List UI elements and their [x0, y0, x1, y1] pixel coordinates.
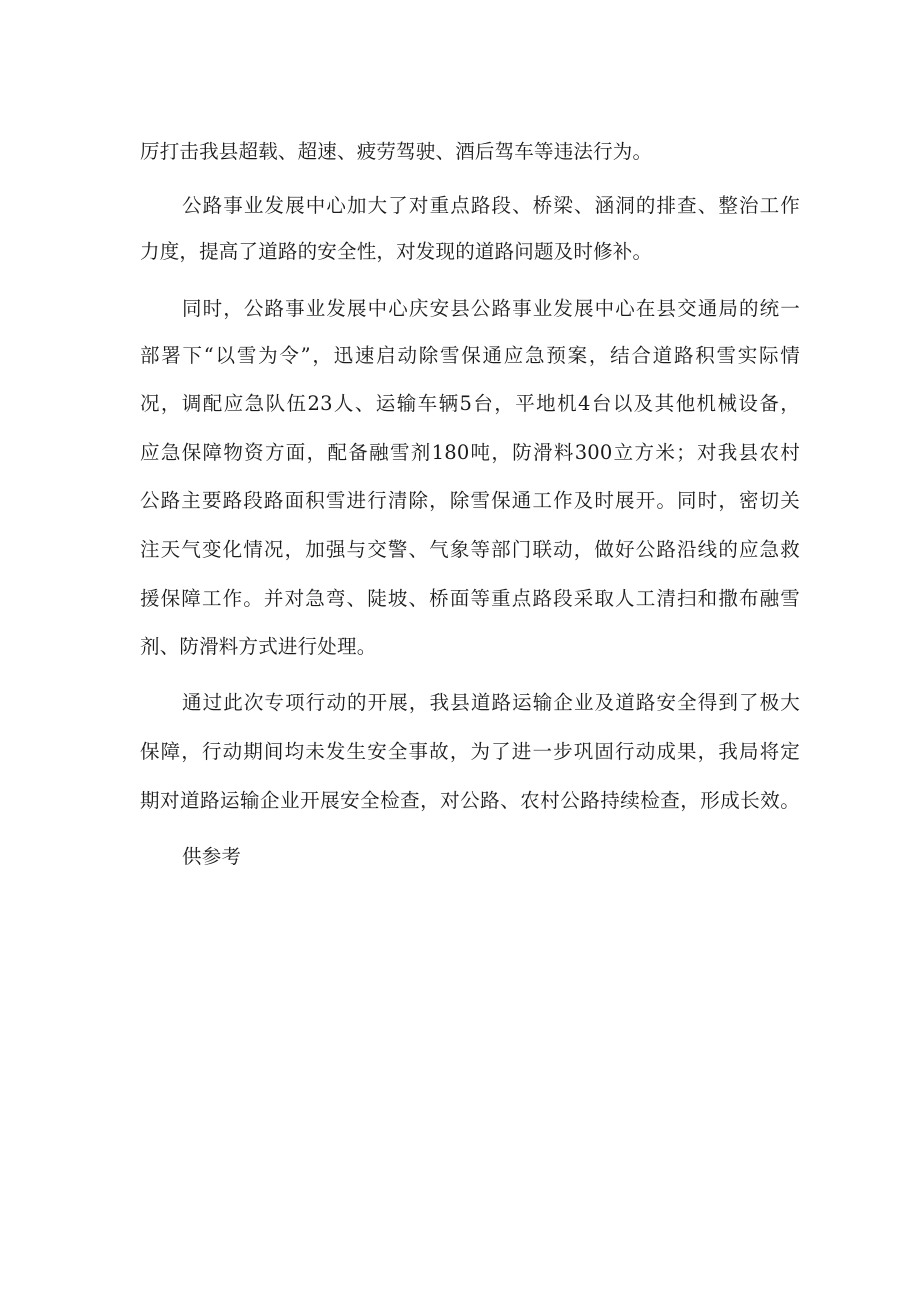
- paragraph-3-line-8: 剂、防滑料方式进行处理。: [140, 635, 377, 658]
- paragraph-2-line-2: 力度，提高了道路的安全性，对发现的道路问题及时修补。: [140, 240, 653, 263]
- paragraph-4-line-1: 通过此次专项行动的开展，我县道路运输企业及道路安全得到了极大: [182, 691, 800, 714]
- paragraph-1-line-1: 厉打击我县超载、超速、疲劳驾驶、酒后驾车等违法行为。: [140, 140, 653, 163]
- paragraph-3-line-7: 援保障工作。并对急弯、陡坡、桥面等重点路段采取人工清扫和撒布融雪: [140, 587, 800, 610]
- paragraph-3-line-2: 部署下“以雪为令”，迅速启动除雪保通应急预案，结合道路积雪实际情: [140, 344, 800, 367]
- paragraph-3-line-4: 应急保障物资方面，配备融雪剂180吨，防滑料300立方米；对我县农村: [140, 441, 800, 464]
- paragraph-2-line-1: 公路事业发展中心加大了对重点路段、桥梁、涵洞的排查、整治工作: [182, 194, 800, 217]
- paragraph-5-line-1: 供参考: [182, 845, 242, 868]
- paragraph-3-line-5: 公路主要路段路面积雪进行清除，除雪保通工作及时展开。同时，密切关: [140, 489, 800, 512]
- paragraph-3-line-3: 况，调配应急队伍23人、运输车辆5台，平地机4台以及其他机械设备，: [140, 392, 800, 415]
- paragraph-4-line-2: 保障，行动期间均未发生安全事故，为了进一步巩固行动成果，我局将定: [140, 740, 800, 763]
- paragraph-3-line-1: 同时，公路事业发展中心庆安县公路事业发展中心在县交通局的统一: [182, 297, 800, 320]
- paragraph-3-line-6: 注天气变化情况，加强与交警、气象等部门联动，做好公路沿线的应急救: [140, 538, 800, 561]
- paragraph-4-line-3: 期对道路运输企业开展安全检查，对公路、农村公路持续检查，形成长效。: [140, 789, 800, 812]
